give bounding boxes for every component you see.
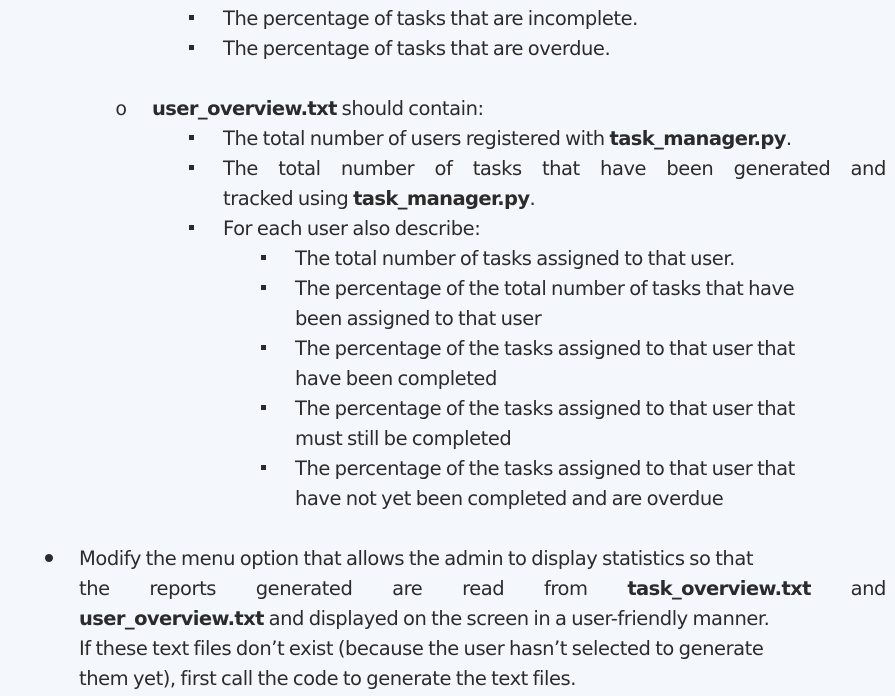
square-bullet-icon: [186, 124, 196, 154]
list-item: The percentage of the tasks assigned to that user that: [295, 397, 795, 420]
filename: task_manager.py: [609, 127, 786, 150]
list-item: The percentage of tasks that are overdue.: [223, 37, 611, 60]
list-item: The total number of users registered with task_manager.py.: [223, 127, 792, 150]
section-heading: user_overview.txt should contain:: [152, 97, 484, 120]
list-item-continuation: have not yet been completed and are overdue: [295, 487, 724, 510]
list-item: For each user also describe:: [223, 217, 481, 240]
list-item: The percentage of the tasks assigned to that user that: [295, 457, 795, 480]
square-bullet-icon: [258, 454, 268, 484]
square-bullet-icon: [258, 274, 268, 304]
square-bullet-icon: [258, 394, 268, 424]
list-item: The percentage of the tasks assigned to that user that: [295, 337, 795, 360]
list-item-continuation: must still be completed: [295, 427, 512, 450]
list-item: The percentage of the total number of tasks that have: [295, 277, 795, 300]
filename: user_overview.txt: [79, 607, 264, 630]
square-bullet-icon: [258, 334, 268, 364]
list-item: The total number of tasks assigned to that user.: [295, 247, 735, 270]
list-item-continuation: have been completed: [295, 367, 497, 390]
square-bullet-icon: [186, 34, 196, 64]
filename: user_overview.txt: [152, 97, 337, 120]
square-bullet-icon: [186, 154, 196, 184]
square-bullet-icon: [258, 244, 268, 274]
list-item: The total number of tasks that have been generated and: [223, 157, 886, 180]
list-item: The percentage of tasks that are incomplete.: [223, 7, 638, 30]
filename: task_overview.txt: [627, 577, 811, 600]
square-bullet-icon: [186, 4, 196, 34]
list-item-continuation: been assigned to that user: [295, 307, 542, 330]
square-bullet-icon: [186, 214, 196, 244]
list-item-continuation: tracked using task_manager.py.: [223, 187, 536, 210]
paragraph-line: them yet), first call the code to generate the text files.: [79, 667, 576, 690]
paragraph-line: If these text files don’t exist (because the user hasn’t selected to generate: [79, 637, 764, 660]
paragraph-line: user_overview.txt and displayed on the screen in a user-friendly manner.: [79, 607, 770, 630]
round-bullet-icon: [43, 544, 55, 574]
filename: task_manager.py: [353, 187, 530, 210]
paragraph-line: Modify the menu option that allows the admin to display statistics so that: [79, 547, 754, 570]
paragraph-line: the reports generated are read from task_overview.txt and: [79, 574, 886, 604]
circle-bullet-icon: o: [115, 98, 127, 120]
